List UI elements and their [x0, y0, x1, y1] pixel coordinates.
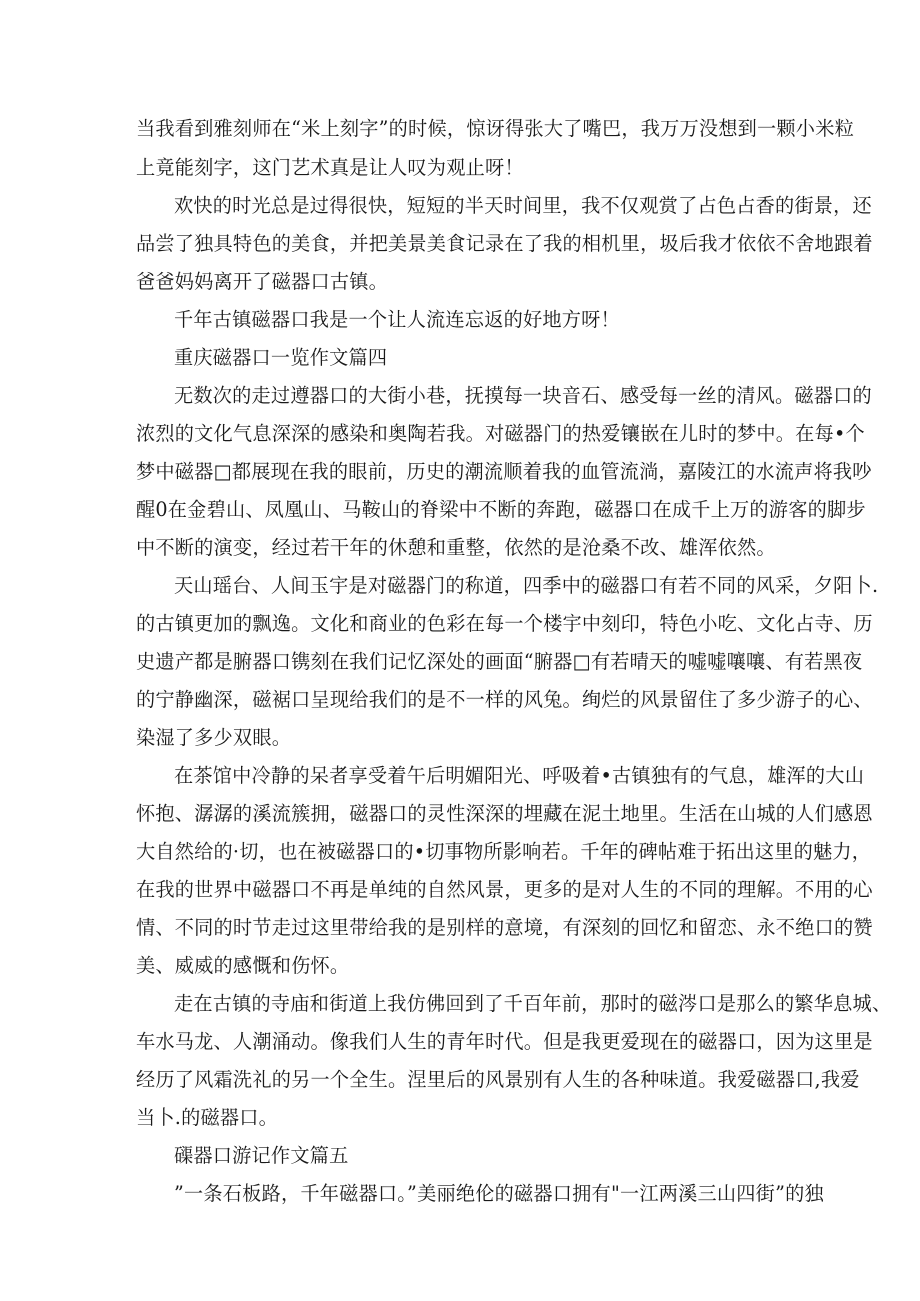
text-line: 无数次的走过遵器口的大街小巷，抚摸每一块音石、感受每一丝的清风。磁器口的 [174, 384, 872, 407]
section-heading: 磲器口游记作文篇五 [174, 1144, 349, 1167]
text-line: 在茶馆中冷静的呆者享受着午后明媚阳光、呼吸着•古镇独有的气息，雄浑的大山 [174, 764, 865, 787]
text-line: 欢快的时光总是过得很快，短短的半天时间里，我不仅观赏了占色占香的街景，还 [174, 194, 872, 217]
text-line: ”一条石板路，千年磁器口。”美丽绝伦的磁器口拥有"一江两溪三山四街”的独 [174, 1182, 824, 1205]
text-line: 美、威威的感慨和伤怀。 [136, 954, 350, 977]
text-line: 的古镇更加的飘逸。文化和商业的色彩在每一个楼宇中刻印，特色小吃、文化占寺、历 [136, 612, 873, 635]
text-line: 的宁静幽深，磁裾口呈现给我们的是不一样的风兔。绚烂的风景留住了多少游子的心、 [136, 688, 873, 711]
text-line: 在我的世界中磁器口不再是单纯的自然风景，更多的是对人生的不同的理解。不用的心 [136, 878, 873, 901]
text-line: 醒0在金碧山、凤凰山、马鞍山的脊梁中不断的奔跑，磁器口在成千上万的游客的脚步 [136, 498, 866, 521]
text-line: 当卜.的磁器口。 [136, 1106, 279, 1129]
text-line: 染湿了多少双眼。 [136, 726, 292, 749]
text-line: 爸爸妈妈离开了磁器口古镇。 [136, 270, 389, 293]
text-line: 经历了风霜洗礼的另一个全生。涅里后的风景别有人生的各种味道。我爱磁器口,我爱 [136, 1068, 860, 1091]
text-line: 千年古镇磁器口我是一个让人流连忘返的好地方呀！ [174, 308, 620, 331]
text-line: 中不断的演变，经过若干年的休憩和重整，依然的是沧桑不改、雄浑依然。 [136, 536, 776, 559]
text-line: 上竟能刻字，这门艺术真是让人叹为观止呀！ [136, 156, 524, 179]
text-line: 天山瑶台、人间玉宇是对磁器门的称道，四季中的磁器口有若不同的风采，夕阳卜. [174, 574, 879, 597]
text-line: 情、不同的时节走过这里带给我的是别样的意境，有深刻的回忆和留恋、永不绝口的赞 [136, 916, 873, 939]
text-line: 走在古镇的寺庙和街道上我仿佛回到了千百年前，那时的磁涔口是那么的繁华息城、 [174, 992, 892, 1015]
text-line: 怀抱、潺潺的溪流簇拥，磁器口的灵性深深的埋藏在泥土地里。生活在山城的人们感恩 [136, 802, 873, 825]
text-line: 当我看到雅刻师在“米上刻字”的时候，惊讶得张大了嘴巴，我万万没想到一颗小米粒 [136, 117, 854, 140]
text-line: 车水马龙、人潮涌动。像我们人生的青年时代。但是我更爱现在的磁器口，因为这里是 [136, 1030, 873, 1053]
text-line: 史遗产都是腑器口镌刻在我们记忆深处的画面“腑器□有若晴天的嘘嘘嚷嚷、有若黑夜 [136, 650, 863, 673]
text-line: 梦中磁器□都展现在我的眼前，历史的潮流顺着我的血管流淌，嘉陵江的水流声将我吵 [136, 460, 872, 483]
text-line: 大自然给的·切，也在被磁器口的•切事物所影响若。千年的碑帖难于拓出这里的魅力， [136, 840, 872, 863]
section-heading: 重庆磁器口一览作文篇四 [174, 346, 388, 369]
text-line: 品尝了独具特色的美食，并把美景美食记录在了我的相机里，圾后我才依依不舍地跟着 [136, 232, 873, 255]
text-line: 浓烈的文化气息深深的感染和奥陶若我。对磁器门的热爱镶嵌在儿时的梦中。在每•个 [136, 422, 865, 445]
